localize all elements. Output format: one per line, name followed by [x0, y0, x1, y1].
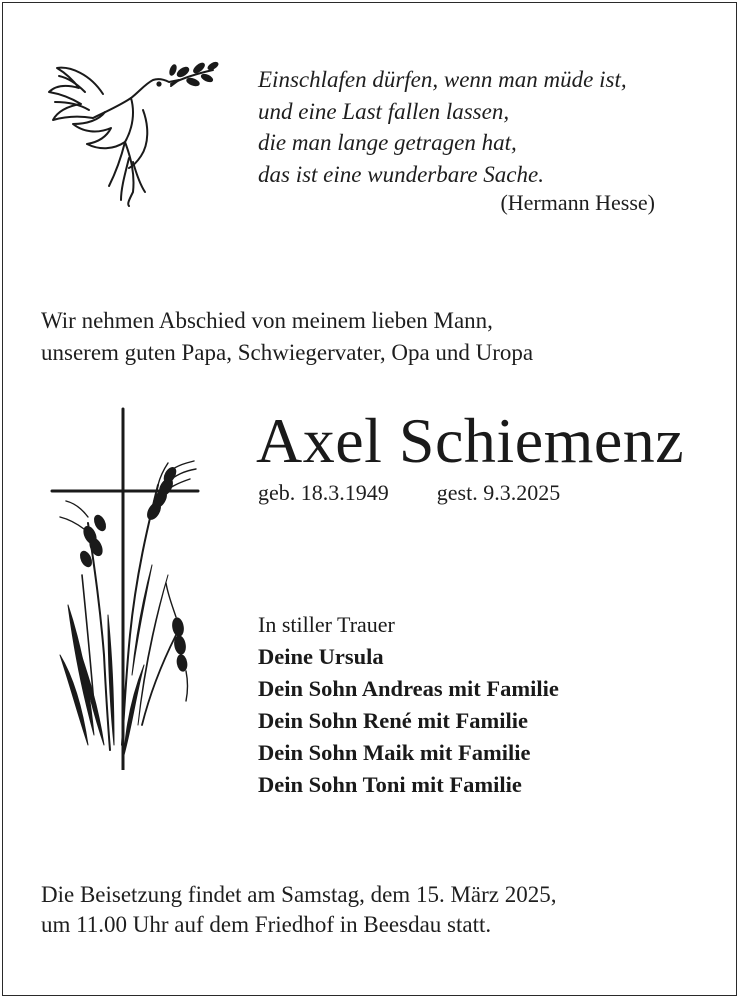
quote-author: (Hermann Hesse)	[500, 190, 655, 215]
intro-line: unserem guten Papa, Schwiegervater, Opa und Uropa	[41, 340, 534, 365]
mourning-phrase: In stiller Trauer	[258, 612, 395, 637]
dove-icon	[45, 58, 220, 208]
funeral-line: Die Beisetzung findet am Samstag, dem 15. März 2025,	[41, 882, 557, 907]
deceased-name: Axel Schiemenz	[256, 405, 685, 476]
mourner-name: Deine Ursula	[258, 644, 384, 669]
funeral-info	[41, 880, 556, 940]
quote-block	[258, 64, 627, 190]
mourners-list	[258, 609, 559, 801]
quote-line: Einschlafen dürfen, wenn man müde ist,	[258, 67, 627, 92]
birth-date: geb. 18.3.1949	[258, 480, 389, 505]
mourner-name: Dein Sohn René mit Familie	[258, 708, 528, 733]
quote-line: das ist eine wunderbare Sache.	[258, 161, 544, 187]
mourner-name: Dein Sohn Toni mit Familie	[258, 772, 522, 797]
life-dates	[258, 480, 560, 506]
intro-line: Wir nehmen Abschied von meinem lieben Mann,	[41, 308, 493, 333]
funeral-line: um 11.00 Uhr auf dem Friedhof in Beesdau statt.	[41, 912, 492, 937]
cross-with-wheat-icon	[48, 405, 208, 770]
intro-text	[41, 305, 533, 369]
quote-line: und eine Last fallen lassen,	[258, 98, 510, 124]
mourner-name: Dein Sohn Andreas mit Familie	[258, 676, 559, 701]
quote-line: die man lange getragen hat,	[258, 130, 517, 155]
death-date: gest. 9.3.2025	[436, 480, 561, 505]
mourner-name: Dein Sohn Maik mit Familie	[258, 740, 531, 765]
